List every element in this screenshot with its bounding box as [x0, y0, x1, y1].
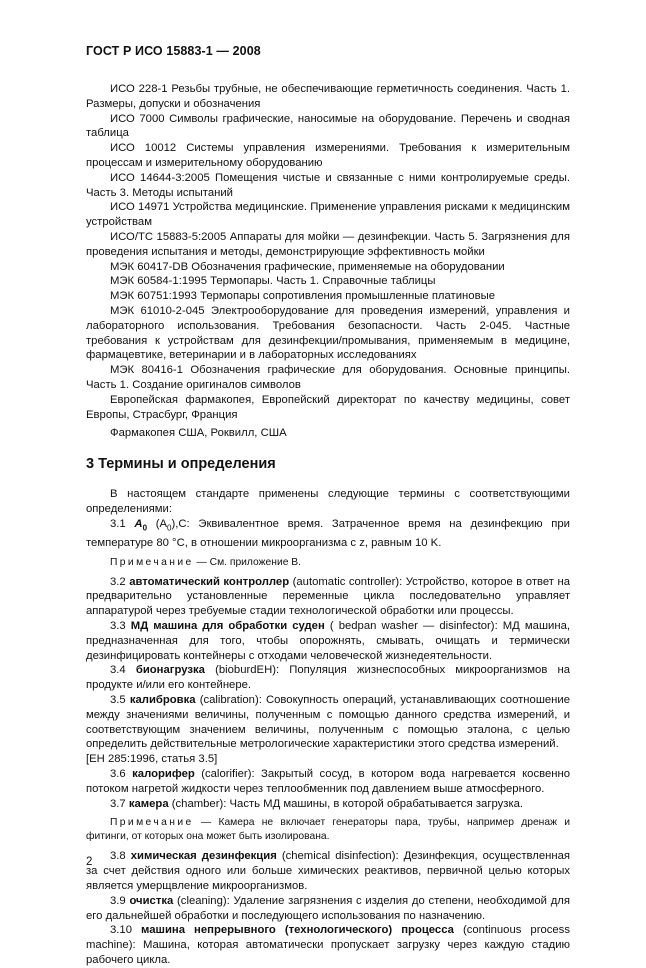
reference-item: ИСО 228-1 Резьбы трубные, не обеспечивающие герметичность соединения. Часть 1. Размеры, допуски и обозначения — [86, 83, 570, 110]
reference-item: ИСО 14971 Устройства медицинские. Применение управления рисками к медицинским устройствам — [86, 201, 570, 229]
term-definition: 3.2 автоматический контроллер (automatic controller): Устройство, которое в ответ на предварительно установленные переменные цикла последовательно управляет аппаратурой через требуемые стадии технологической обработки или процессы. — [86, 575, 571, 618]
reference-item: МЭК 61010-2-045 Электрооборудование для проведения измерений, управления и лабораторного использования. Требования безопасности. Часть 2-045. Частные требования к устройствам для дезинфекции/промывания, применяемым в медицине, фармацевтике, ветеринарии и в лабораторных исследованиях — [86, 304, 570, 362]
reference-item: МЭК 60417-DB Обозначения графические, применяемые на оборудовании — [110, 260, 505, 273]
reference-item: Фармакопея США, Роквилл, США — [110, 427, 287, 440]
reference-list — [86, 82, 570, 441]
note: Примечание — См. приложение В. — [110, 556, 302, 568]
reference-item: ИСО 14644-3:2005 Помещения чистые и связанные с ними контролируемые среды. Часть 3. Методы испытаний — [86, 171, 570, 199]
term-definition: 3.5 калибровка (calibration): Совокупность операций, устанавливающих соотношение между значениями величины, полученным с помощью данного средства измерений, и соответствующим значением величины, полученным с помощью эталона, с целью определить действительные метрологические характеристики этого средства измерений. — [86, 693, 571, 751]
term-source: [ЕН 285:1996, статья 3.5] — [86, 753, 218, 766]
reference-item: МЭК 60584-1:1995 Термопары. Часть 1. Справочные таблицы — [110, 275, 436, 288]
reference-item: Европейская фармакопея, Европейский директорат по качеству медицины, совет Европы, Страсбург, Франция — [86, 393, 570, 421]
term-definition: 3.9 очистка (cleaning): Удаление загрязнения с изделия до степени, необходимой для его дальнейшей обработки и последующего использования по назначению. — [86, 894, 571, 922]
term-definition: 3.10 машина непрерывного (технологического) процесса (continuous process machine): Машина, которая автоматически пропускает загрузку через каждую стадию рабочего цикла. — [86, 924, 570, 966]
note: Примечание — Камера не включает генераторы пара, трубы, например дренаж и фитинги, от которых она может быть изолирована. — [86, 817, 570, 843]
section-heading: 3 Термины и определения — [86, 456, 276, 473]
reference-item: МЭК 60751:1993 Термопары сопротивления промышленные платиновые — [110, 290, 495, 303]
term-definition: 3.1 $A_0$ $(A_0),С$: Эквивалентное время. Затраченное время на дезинфекцию при температуре 80 °С, в отношении микроорганизма с z, равным 10 K. — [86, 517, 570, 549]
section-intro: В настоящем стандарте применены следующие термины с соответствующими определениями: — [86, 488, 570, 515]
page-number: 2 — [86, 856, 93, 868]
reference-item: ИСО 7000 Символы графические, наносимые на оборудование. Перечень и сводная таблица — [86, 112, 570, 140]
page-content — [86, 82, 570, 968]
term-definition: 3.7 камера (chamber): Часть МД машины, в которой обрабатывается загрузка. — [110, 797, 524, 810]
reference-item: МЭК 80416-1 Обозначения графические для оборудования. Основные принципы. Часть 1. Создание оригиналов символов — [86, 364, 570, 391]
term-definition: 3.8 химическая дезинфекция (chemical disinfection): Дезинфекция, осуществленная за счет действия одного или больше химических реактивов, первичной целью которых является умерщвление микроорганизмов. — [86, 850, 570, 892]
reference-item: ИСО/ТС 15883-5:2005 Аппараты для мойки — дезинфекции. Часть 5. Загрязнения для проведения испытания и методы, демонстрирующие эффективность мойки — [86, 230, 570, 258]
term-definition: 3.4 бионагрузка (bioburdEH): Популяция жизнеспособных микроорганизмов на продукте и/или его контейнере. — [86, 664, 570, 692]
term-definition: 3.3 МД машина для обработки суден ( bedpan washer — disinfector): МД машина, предназначенная для того, чтобы опорожнять, смывать, очищать и термически дезинфицировать контейнеры с отходами человеческой жизнедеятельности. — [86, 619, 570, 662]
term-definition: 3.6 калорифер (calorifier): Закрытый сосуд, в котором вода нагревается косвенно потоком нагретой жидкости через теплообменник под давлением выше атмосферного. — [86, 767, 571, 795]
document-header: ГОСТ Р ИСО 15883-1 — 2008 — [86, 44, 261, 58]
reference-item: ИСО 10012 Системы управления измерениями. Требования к измерительным процессам и измерительному оборудованию — [86, 142, 570, 169]
